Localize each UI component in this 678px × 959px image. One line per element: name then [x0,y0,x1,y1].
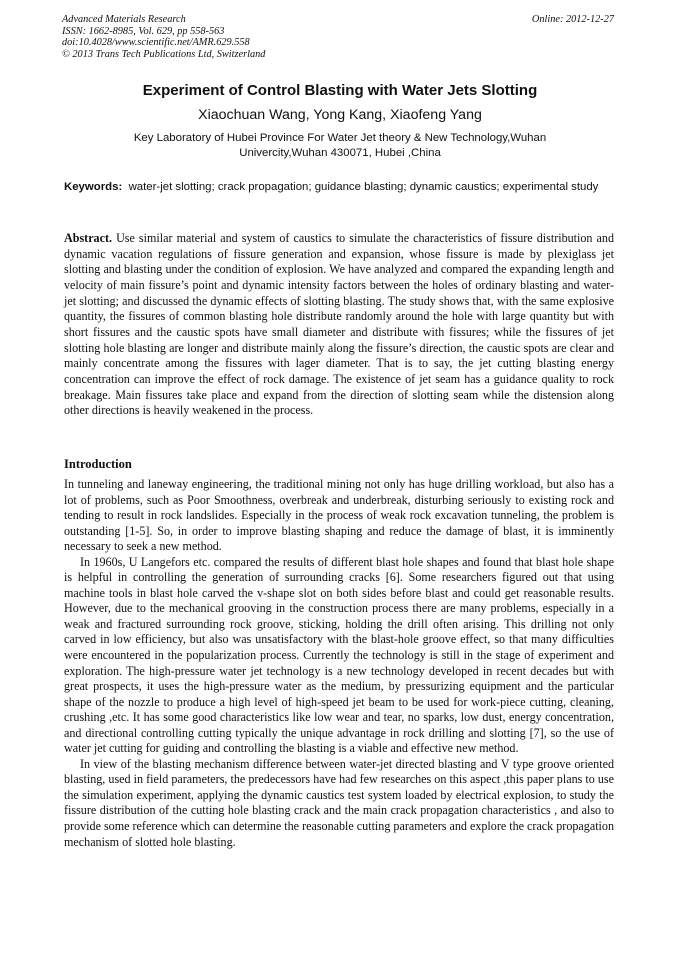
intro-paragraph-1: In tunneling and laneway engineering, the traditional mining not only has huge drilling workload, but also has a lot of problems, such as Poor Smoothness, overbreak and underbreak, disturbing seriously to existing rock and tending to result in rock landslides. Especially in the process of weak rock excavation tunneling, the problem is outstanding [1-5]. So, in order to improve blasting shaping and reduce the damage of blast, it is imminently necessary to seek a new method. [64,477,614,554]
introduction-body [64,477,614,850]
section-heading-introduction: Introduction [64,457,132,471]
paper-title: Experiment of Control Blasting with Water Jets Slotting [142,82,538,99]
doi-line[interactable]: doi:10.4028/www.scientific.net/AMR.629.558 [62,37,250,49]
abstract-block [64,231,614,419]
online-date: Online: 2012-12-27 [531,14,614,25]
abstract-label: Abstract. [64,231,113,245]
issn-line: ISSN: 1662-8985, Vol. 629, pp 558-563 [62,25,225,37]
paper-authors: Xiaochuan Wang, Yong Kang, Xiaofeng Yang [198,107,482,123]
copyright-line: © 2013 Trans Tech Publications Ltd, Switzerland [62,48,266,60]
journal-name: Advanced Materials Research [62,14,186,25]
intro-paragraph-3: In view of the blasting mechanism difference between water-jet directed blasting and V type groove oriented blasting, used in field parameters, the predecessors have had few researches on this aspect ,this paper plans to use the simulation experiment, applying the dynamic caustics test system loaded by electrical explosion, to study the fissure distribution of the cutting hole blasting crack and the main crack propagation characteristics , and also to provide some reference which can determine the reasonable cutting parameters and explore the crack propagation mechanism of slotted hole blasting. [64,756,615,849]
keywords-text: water-jet slotting; crack propagation; guidance blasting; dynamic caustics; experimental study [128,181,599,193]
intro-paragraph-2: In 1960s, U Langefors etc. compared the results of different blast hole shapes and found that blast hole shape is helpful in controlling the generation of surrounding cracks [6]. Some researchers figured out that using machine tools in blast hole carved the v-shape slot on both sides before blast and could get reasonable results. However, due to the mechanical grooving in the construction process there are many problems, especially in a weak and fractured surrounding rock groove, sticking, holding the drill often arising. This drilling not only carved in low efficiency, but also was unsatisfactory with the blast-hole groove effect, so that many difficulties were encountered in the popularization process. Currently the technology is still in the stage of experiment and exploration. The high-pressure water jet technology is a new technology developed in recent decades but with great prospects, it uses the high-pressure water as the medium, by pressurizing equipment and the particular shape of the nozzle to produce a high level of high-speed jet beam to be used for work-piece cutting, cleaning, crushing ,etc. It has some good characteristics like low wear and tear, no sparks, low dust, energy concentration, and directional controlling cutting typically the unique advantage in rock drilling and slotting [7], so the use of water jet cutting for guiding and controlling the blasting is a viable and effective new method. [64,554,614,756]
keywords-label: Keywords: [64,181,123,193]
abstract-text: Use similar material and system of caustics to simulate the characteristics of fissure distribution and dynamic vacation regulations of fissure generation and expansion, whose fissure is made by plexiglass jet slotting and blasting under the condition of explosion. We have analyzed and compared the expanding length and velocity of main fissure’s point and dynamic intensity factors between the holes of ordinary blasting and water-jet slotting; and discussed the dynamic effects of slotting blasting. The study shows that, with the same explosive quantity, the fissures of common blasting hole distribute randomly around the hole with large quantity but with short fissures and the caustic spots have small diameter and distribute with fissures; while the fissures of jet slotting hole blasting are longer and distribute mainly along the fissure’s direction, the caustic spots are clear and mainly concentrate among the fissures with lager diameter. That is to say, the jet cutting blasting energy concentration can improve the effect of rock damage. The existence of jet seam has a guidance quality to rock breakage. Main fissures take place and expand from the direction of slotting seam while the distension along other directions is heavily weakened in the process. [64,231,614,418]
paper-affiliation: Key Laboratory of Hubei Province For Water Jet theory & New Technology,Wuhan Univercity,Wuhan 430071, Hubei ,China [133,132,547,159]
keywords-block [64,180,614,195]
journal-header [62,14,618,60]
